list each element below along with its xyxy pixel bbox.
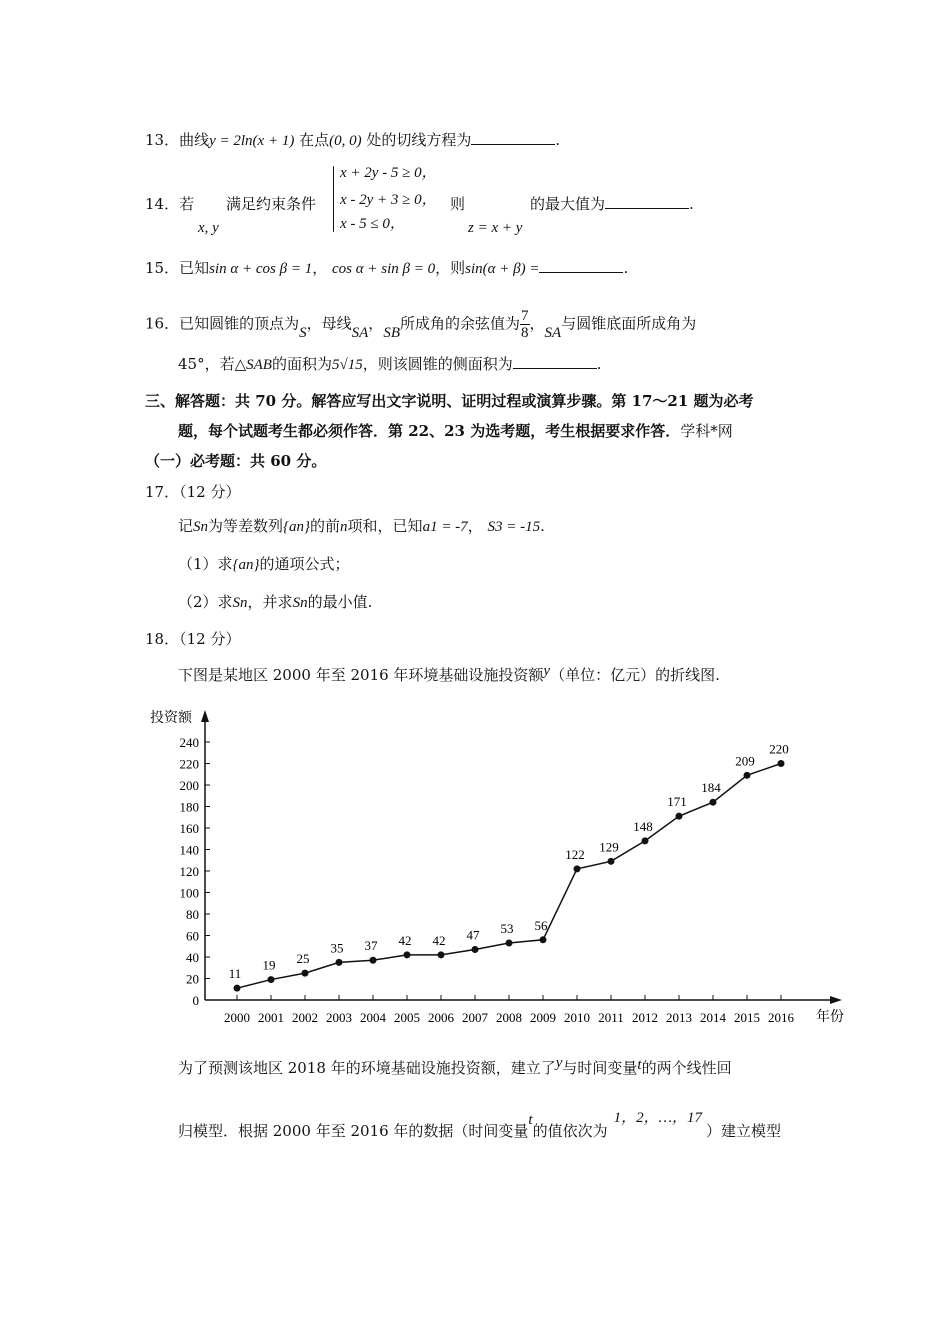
data-label: 11 — [228, 966, 242, 982]
question-14-vars: x, y — [198, 220, 219, 236]
data-label: 42 — [432, 932, 446, 948]
question-18-para1: 为了预测该地区 2018 年的环境基础设施投资额，建立了y与时间变量t的两个线性回 — [178, 1055, 732, 1077]
y-tick-label: 60 — [186, 928, 199, 944]
y-tick-label: 140 — [179, 842, 199, 858]
x-tick-label: 2014 — [700, 1010, 726, 1025]
question-14-text: 满足约束条件 — [226, 195, 317, 213]
data-point — [268, 976, 275, 983]
question-16-line1: 16．已知圆锥的顶点为S，母线SA，SB所成角的余弦值为 $\frac{7}{8}$ ，SA与圆锥底面所成角为 — [145, 308, 697, 341]
data-label: 209 — [735, 753, 755, 769]
section-3-heading: 三、解答题：共 70 分。解答应写出文字说明、证明过程或演算步骤。第 17～21 题为必考 — [145, 392, 754, 410]
question-18-intro: 下图是某地区 2000 年至 2016 年环境基础设施投资额y（单位：亿元）的折线图. — [178, 663, 720, 684]
data-label: 122 — [565, 846, 585, 862]
y-tick-label: 200 — [179, 778, 199, 793]
x-tick-label: 2011 — [598, 1010, 624, 1025]
question-14-then: 则 — [450, 195, 466, 213]
x-tick-label: 2006 — [428, 1010, 454, 1025]
y-tick-label: 180 — [179, 799, 199, 815]
data-point — [302, 970, 309, 977]
data-point — [676, 813, 683, 820]
data-label: 47 — [466, 927, 480, 943]
data-point — [336, 959, 343, 966]
question-17-num: 17．（12 分） — [145, 483, 241, 501]
y-tick-label: 120 — [179, 864, 199, 879]
question-17-stem: 记Sn为等差数列{an}的前n项和，已知a1 = -7， S3 = -15. — [178, 517, 545, 535]
data-point — [710, 799, 717, 806]
data-label: 220 — [769, 741, 789, 757]
y-axis-label: 投资额 — [150, 711, 192, 726]
x-tick-label: 2015 — [734, 1010, 760, 1025]
data-label: 37 — [364, 938, 378, 954]
y-tick-label: 80 — [186, 907, 199, 922]
data-point — [608, 858, 615, 865]
question-15: 15．已知sin α + cos β = 1， cos α + sin β = 0，则sin(α + β) = . — [145, 259, 629, 277]
data-label: 42 — [398, 932, 412, 948]
y-tick-label: 100 — [179, 885, 199, 901]
x-tick-label: 2010 — [564, 1010, 590, 1025]
constraint-brace — [333, 166, 334, 232]
answer-blank — [539, 258, 623, 273]
data-point — [744, 772, 751, 779]
question-17-part1: （1）求{an}的通项公式； — [178, 555, 350, 573]
y-tick-label: 40 — [186, 950, 199, 965]
investment-line-chart — [140, 700, 860, 1040]
answer-blank — [471, 130, 555, 145]
x-tick-label: 2009 — [530, 1010, 556, 1025]
data-point — [234, 985, 241, 992]
constraint-2: x - 2y + 3 ≥ 0， — [340, 192, 437, 208]
question-18-para2: 归模型．根据 2000 年至 2016 年的数据（时间变量t的值依次为1，2，…，17）建立模型 — [178, 1110, 781, 1140]
data-label: 184 — [701, 780, 721, 796]
question-16-line2: 45°，若△SAB的面积为5√15，则该圆锥的侧面积为 . — [178, 355, 602, 373]
y-tick-label: 160 — [179, 821, 199, 836]
data-label: 19 — [262, 957, 276, 973]
data-point — [472, 946, 479, 953]
data-point — [506, 940, 513, 947]
x-tick-label: 2002 — [292, 1010, 318, 1025]
question-14-num: 14．若 — [145, 195, 195, 213]
answer-blank — [513, 354, 597, 369]
y-tick-label: 0 — [192, 993, 199, 1008]
curve-equation: y = 2ln(x + 1) — [209, 133, 295, 149]
y-tick-label: 20 — [186, 971, 199, 987]
question-18-num: 18．（12 分） — [145, 630, 241, 648]
data-point — [574, 865, 581, 872]
subsection-heading: （一）必考题：共 60 分。 — [145, 452, 327, 470]
x-tick-label: 2004 — [360, 1010, 386, 1025]
section-3-line2: 题，每个试题考生都必须作答．第 22、23 为选考题，考生根据要求作答．学科*网 — [178, 422, 733, 440]
data-point — [540, 936, 547, 943]
question-17-part2: （2）求Sn，并求Sn的最小值. — [178, 593, 373, 611]
constraint-3: x - 5 ≤ 0， — [340, 216, 405, 232]
data-point — [642, 837, 649, 844]
x-tick-label: 2008 — [496, 1010, 522, 1025]
x-axis-label: 年份 — [816, 1010, 844, 1025]
constraint-1: x + 2y - 5 ≥ 0， — [340, 165, 437, 181]
x-tick-label: 2005 — [394, 1010, 420, 1025]
data-label: 148 — [633, 818, 653, 834]
x-tick-label: 2001 — [258, 1010, 284, 1025]
x-tick-label: 2007 — [462, 1010, 488, 1025]
chart-series — [229, 742, 789, 992]
tangent-point: (0, 0) — [329, 133, 362, 149]
objective-function: z = x + y — [468, 220, 523, 236]
x-tick-label: 2012 — [632, 1010, 658, 1025]
data-label: 25 — [296, 951, 310, 967]
x-tick-label: 2003 — [326, 1010, 352, 1025]
data-label: 56 — [534, 917, 548, 933]
data-point — [370, 957, 377, 964]
x-tick-label: 2000 — [224, 1010, 250, 1025]
question-13: 13．曲线y = 2ln(x + 1) 在点(0, 0) 处的切线方程为 . — [145, 131, 561, 149]
question-14-post: 的最大值为 . — [530, 195, 694, 213]
series-line — [237, 764, 781, 989]
cosine-fraction: $\frac{7}{8}$ — [521, 308, 529, 341]
data-label: 53 — [500, 921, 514, 937]
y-tick-label: 240 — [179, 735, 199, 750]
x-tick-label: 2016 — [768, 1010, 794, 1025]
y-axis-arrow — [201, 710, 209, 722]
data-point — [404, 951, 411, 958]
answer-blank — [605, 194, 689, 209]
data-point — [438, 951, 445, 958]
data-label: 129 — [599, 839, 619, 855]
x-axis-arrow — [830, 996, 842, 1004]
x-tick-label: 2013 — [666, 1010, 692, 1025]
data-point — [778, 760, 785, 767]
data-label: 171 — [667, 794, 687, 810]
data-label: 35 — [330, 940, 344, 956]
y-tick-label: 220 — [179, 756, 199, 772]
